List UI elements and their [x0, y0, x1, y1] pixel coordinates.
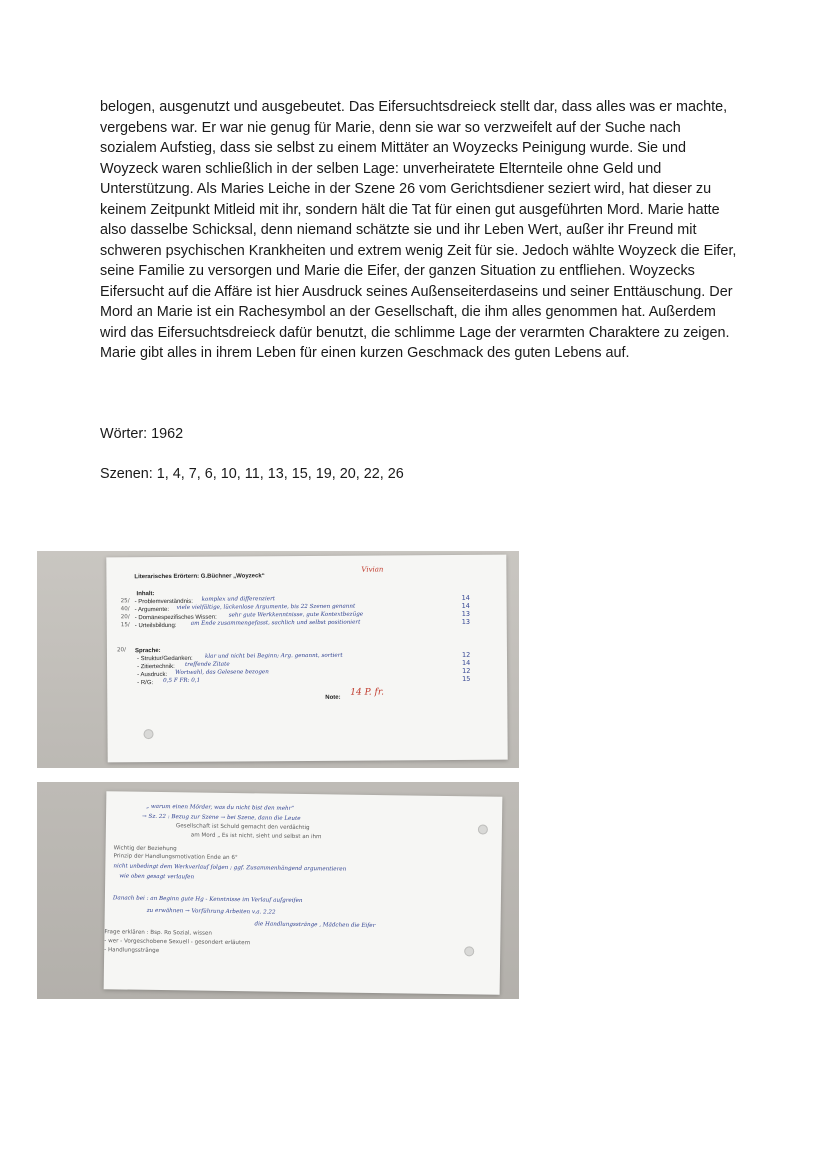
criterion-comment: sehr gute Werkkenntnisse, gute Kontextbezüge	[228, 611, 364, 619]
criterion-label: - Zitiertechnik:	[137, 663, 175, 671]
punch-hole	[143, 729, 153, 739]
essay-paragraph: belogen, ausgenutzt und ausgebeutet. Das Eifersuchtsdreieck stellt dar, dass alles was er machte, vergebens war. Er war nie genug für Marie, denn sie war so verzweifelt auf der Suche nach sozialem Aufstieg, dass sie selbst zu einem Mittäter an Woyzecks Peinigung wurde. Sie und Woyzeck waren schließlich in der selben Lage: unverheiratete Elternteile ohne Geld und Unterstützung. Als Maries Leiche in der Szene 26 vom Gerichtsdiener seziert wird, hat dieser zu keinem Zeitpunkt Mitleid mit ihr, sondern hält die Tat für einen gut ausgeführten Mord. Marie hatte also dasselbe Schicksal, denn niemand schätzte sie und ihr Leben Wert, außer ihr Freund mit schweren psychischen Krankheiten und extrem wenig Zeit für sie. Jedoch wählte Woyzeck die Eifer, seine Familie zu versorgen und Marie die Eifer, der ganzen Situation zu entfliehen. Woyzecks Eifersucht auf die Affäre ist hier Ausdruck seines Außenseiterdaseins und seiner Enttäuschung. Der Mord an Marie ist ein Rachesymbol an der Gesellschaft, die ihm alles genommen hat. Außerdem wird das Eifersuchtsdreieck dafür benutzt, die schlimme Lage der verarmten Charaktere zu zeigen. Marie gibt alles in ihrem Leben für einen kurzen Geschmack des guten Lebens auf.	[100, 99, 737, 361]
criterion-comment: klar und nicht bei Beginn; Arg. genannt, sortiert	[204, 652, 343, 660]
note-line: Frage erklären : Bsp. Ro Sozial, wissen	[104, 929, 212, 937]
final-grade-handwriting: 14 P. fr.	[350, 687, 385, 698]
punch-hole	[464, 946, 474, 956]
criterion-label: - Struktur/Gedanken:	[136, 655, 193, 663]
criterion-comment: treffende Zitate	[185, 661, 230, 668]
note-line: Danach bei : an Beginn gute Hg - Kenntnisse im Verlauf aufgreifen	[112, 895, 303, 904]
note-line: Prinzip der Handlungsmotivation Ende an 6°	[113, 853, 238, 862]
note-line: zu erwähnen → Vorführung Arbeiten v.a. 2.22	[146, 907, 276, 916]
notes-sheet	[104, 791, 503, 995]
criterion-comment: am Ende zusammengefasst, sachlich und selbst positioniert	[190, 619, 361, 627]
inhalt-weight: 20/	[120, 614, 130, 621]
sheet-header: Literarisches Erörtern: G.Büchner „Woyzeck“	[134, 573, 265, 581]
criterion-score: 14	[462, 658, 471, 667]
note-line: die Handlungsstränge , Mädchen die Eifer	[254, 921, 376, 930]
student-name-handwriting: Vivian	[361, 565, 384, 574]
grading-sheet-photo	[37, 551, 519, 768]
punch-hole	[478, 824, 488, 834]
grading-sheet	[106, 555, 507, 763]
criterion-score: 13	[461, 617, 471, 626]
criterion-label: - Domänespezifisches Wissen:	[134, 614, 217, 622]
criterion-score: 14	[461, 593, 470, 602]
word-count: Wörter: 1962	[100, 426, 184, 442]
criterion-label: - Problemverständnis:	[134, 598, 193, 606]
inhalt-label: Inhalt:	[136, 591, 155, 598]
criterion-score: 12	[462, 666, 471, 675]
criterion-score: 13	[461, 609, 471, 618]
criterion-score: 15	[462, 674, 471, 683]
scene-list: Szenen: 1, 4, 7, 6, 10, 11, 13, 15, 19, 20, 22, 26	[100, 466, 404, 482]
criterion-label: - R/G:	[137, 680, 154, 687]
note-line: - Handlungsstränge	[104, 947, 160, 954]
note-line: Gesellschaft ist Schuld gemacht den verdächtig	[175, 823, 310, 832]
inhalt-weight: 40/	[120, 606, 130, 613]
criterion-label: - Argumente:	[134, 606, 170, 614]
note-label: Note:	[325, 694, 341, 701]
note-line: am Mord „ Es ist nicht, sieht und selbst an ihm	[190, 832, 322, 841]
criterion-comment: Wortwahl, das Gelesene bezogen	[175, 669, 269, 676]
note-line: → Sz. 22 : Bezug zur Szene → bei Szene, dann die Leute	[142, 813, 301, 822]
note-line: wie oben gesagt verlaufen	[119, 873, 195, 881]
note-line: Wichtig der Beziehung	[113, 845, 177, 853]
inhalt-weight: 15/	[120, 622, 130, 629]
criterion-comment: 0,5 F FR: 0,1	[163, 677, 201, 685]
sprache-weight: 20/	[116, 647, 126, 654]
note-line: nicht unbedingt dem Werkverlauf folgen ; ggf. Zusammenhängend argumentieren	[113, 863, 347, 873]
criterion-comment: komplex und differenziert	[201, 596, 276, 603]
inhalt-weight: 25/	[120, 598, 130, 605]
criterion-label: - Ausdruck:	[137, 671, 168, 679]
criterion-comment: viele vielfältige, lückenlose Argumente, bis 22 Szenen genannt	[176, 603, 356, 611]
criterion-score: 12	[461, 650, 471, 659]
criterion-label: - Urteilsbildung:	[134, 622, 177, 630]
note-line: - wer - Vorgeschobene Sexuell - gesondert erläutern	[104, 938, 251, 947]
handwritten-notes-photo	[37, 782, 519, 999]
criterion-score: 14	[461, 601, 470, 610]
sprache-label: Sprache:	[134, 648, 161, 655]
note-line: „ warum einen Mörder, was du nicht bist den mehr“	[146, 803, 295, 812]
